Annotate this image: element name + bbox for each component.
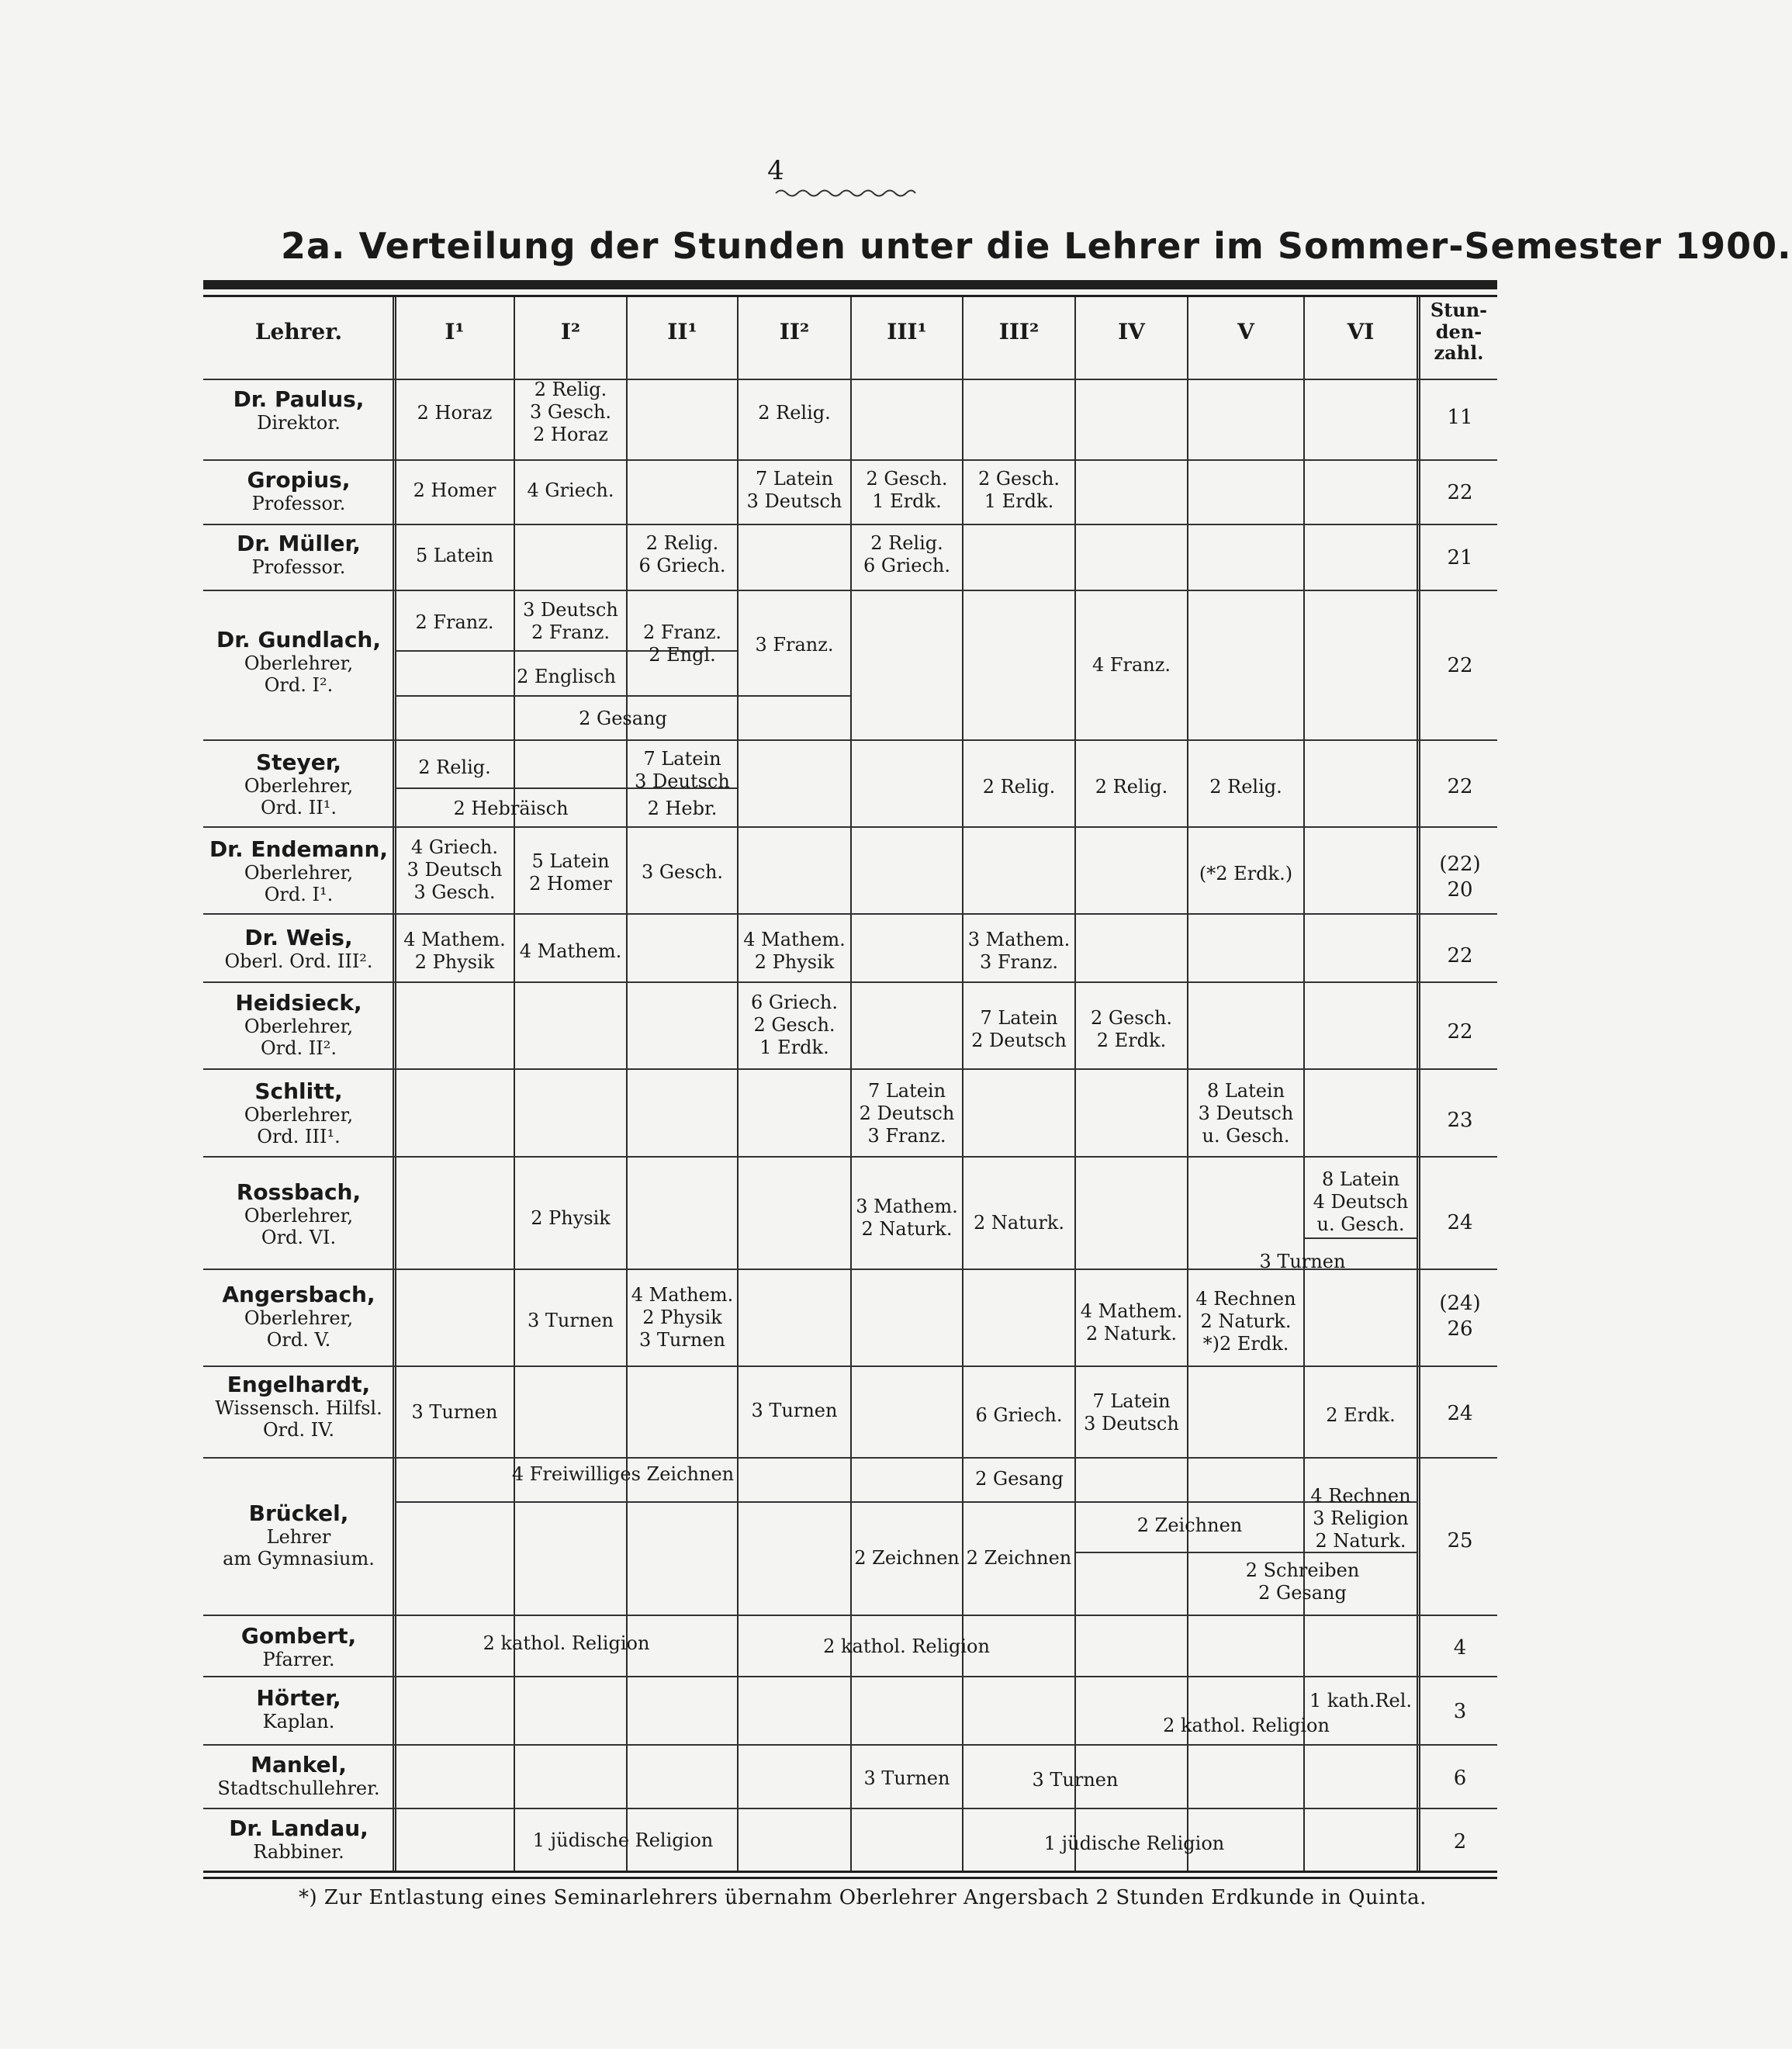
- teacher-role: Professor.: [251, 556, 346, 579]
- teacher-name: Rossbach,: [236, 1179, 362, 1205]
- lesson-cell: 2 Relig.: [1095, 776, 1168, 798]
- col-header-lehrer: Lehrer.: [254, 319, 343, 344]
- lesson-cell: 3 Turnen: [1032, 1769, 1119, 1791]
- lesson-cell: 2 Zeichnen: [1136, 1514, 1243, 1536]
- teacher-name: Steyer,: [255, 749, 342, 775]
- col-divider: [1074, 297, 1076, 1871]
- row-divider: [203, 739, 1497, 741]
- total-hours: 6: [1453, 1767, 1467, 1790]
- teacher-paulus: [203, 386, 394, 434]
- col-header-ii2: II²: [779, 319, 810, 344]
- col-header-iii2: III²: [998, 319, 1040, 344]
- total-hours: 4: [1453, 1636, 1467, 1660]
- teacher-role: Lehrer am Gymnasium.: [223, 1526, 375, 1570]
- col-header-iii1: III¹: [887, 319, 927, 344]
- header-rule: [203, 280, 1497, 289]
- teacher-role: Oberlehrer, Ord. I¹.: [244, 862, 354, 906]
- total-hours: 11: [1447, 406, 1473, 429]
- teacher-role: Professor.: [251, 493, 346, 515]
- lesson-cell: 2 kathol. Religion: [483, 1632, 650, 1654]
- lesson-cell: 4 Franz.: [1091, 654, 1171, 676]
- lesson-cell: 7 Latein 3 Deutsch: [1084, 1390, 1179, 1435]
- teacher-role: Oberlehrer, Ord. III¹.: [244, 1104, 354, 1148]
- total-hours: 23: [1447, 1109, 1473, 1132]
- lesson-cell: 2 Franz. 2 Engl.: [642, 621, 722, 666]
- teacher-role: Oberlehrer, Ord. VI.: [244, 1205, 354, 1249]
- lesson-cell: 3 Turnen: [1259, 1251, 1346, 1272]
- lesson-cell: 2 Gesch. 1 Erdk.: [866, 468, 948, 512]
- lesson-cell: 3 Turnen: [751, 1400, 838, 1421]
- col-header-ii1: II¹: [667, 319, 697, 344]
- teacher-name: Dr. Weis,: [244, 925, 353, 950]
- lesson-cell: 4 Griech.: [527, 479, 614, 501]
- lesson-cell: 8 Latein 4 Deutsch u. Gesch.: [1313, 1168, 1409, 1235]
- lesson-cell: 4 Mathem. 2 Physik 3 Turnen: [631, 1284, 734, 1351]
- lesson-cell: 4 Mathem. 2 Physik: [403, 929, 506, 973]
- col-header-vi: VI: [1347, 319, 1375, 344]
- teacher-role: Oberl. Ord. III².: [224, 950, 373, 973]
- lesson-cell: 3 Turnen: [411, 1401, 498, 1423]
- lesson-cell: 2 Gesang: [579, 708, 667, 729]
- teacher-mankel: [203, 1752, 394, 1799]
- lesson-cell: 5 Latein: [415, 545, 494, 566]
- teacher-name: Dr. Landau,: [229, 1815, 368, 1841]
- total-hours: 3: [1453, 1700, 1467, 1723]
- col-header-i2: I²: [560, 319, 581, 344]
- teacher-role: Kaplan.: [262, 1711, 335, 1733]
- teacher-landau: [203, 1815, 394, 1863]
- col-divider: [962, 297, 963, 1871]
- teacher-weis: [203, 925, 394, 972]
- lesson-cell: 4 Mathem. 2 Naturk.: [1080, 1300, 1183, 1345]
- page-title: 2a. Verteilung der Stunden unter die Lehrer im Sommer-Semester 1900.: [281, 225, 1792, 267]
- total-hours: (22) 20: [1439, 853, 1481, 902]
- lesson-cell: 2 Englisch: [517, 666, 616, 687]
- teacher-rossbach: [203, 1179, 394, 1249]
- lesson-cell: 2 Relig.: [758, 402, 831, 424]
- lesson-cell: 2 Relig.: [418, 756, 491, 778]
- lesson-cell: 2 Relig. 3 Gesch. 2 Horaz: [529, 379, 612, 445]
- row-divider: [203, 913, 1497, 915]
- teacher-role: Rabbiner.: [253, 1841, 344, 1864]
- lesson-cell: 4 Freiwilliges Zeichnen: [511, 1463, 735, 1485]
- total-hours: 24: [1447, 1402, 1473, 1425]
- teacher-name: Gropius,: [247, 467, 351, 493]
- lesson-cell: 2 Schreiben 2 Gesang: [1245, 1559, 1360, 1604]
- teacher-name: Engelhardt,: [227, 1372, 371, 1397]
- col-header-iv: IV: [1118, 319, 1145, 344]
- lesson-cell: 2 Relig. 6 Griech.: [638, 532, 726, 576]
- teacher-hoerter: [203, 1685, 394, 1732]
- teacher-name: Angersbach,: [222, 1282, 375, 1307]
- lesson-cell: 3 Gesch.: [641, 861, 724, 883]
- row-divider: [203, 1156, 1497, 1158]
- lesson-cell: 3 Turnen: [528, 1310, 614, 1331]
- lesson-cell: 2 Relig.: [1209, 776, 1282, 798]
- row-divider: [203, 1365, 1497, 1367]
- total-hours: 25: [1447, 1529, 1473, 1552]
- lesson-cell: 8 Latein 3 Deutsch u. Gesch.: [1198, 1080, 1294, 1147]
- row-divider: [203, 981, 1497, 983]
- footnote: *) Zur Entlastung eines Seminarlehrers übernahm Oberlehrer Angersbach 2 Stunden Erdkunde in Quinta.: [299, 1886, 1427, 1909]
- lesson-cell: 4 Rechnen 2 Naturk. *)2 Erdk.: [1195, 1288, 1296, 1355]
- lesson-cell: 3 Mathem. 3 Franz.: [967, 929, 1071, 973]
- subrow-divider: [396, 695, 850, 697]
- teacher-name: Mankel,: [251, 1752, 347, 1777]
- teacher-name: Heidsieck,: [235, 990, 362, 1016]
- row-divider: [203, 1744, 1497, 1746]
- lesson-cell: 2 Gesang: [975, 1468, 1064, 1490]
- teacher-name: Dr. Endemann,: [209, 836, 389, 862]
- teacher-gombert: [203, 1623, 394, 1670]
- total-hours: 2: [1453, 1830, 1467, 1853]
- teacher-role: Pfarrer.: [262, 1649, 335, 1671]
- wavy-ornament: [776, 188, 915, 199]
- lesson-cell: 2 Homer: [413, 479, 496, 501]
- row-divider: [203, 1615, 1497, 1616]
- lesson-cell: 7 Latein 2 Deutsch: [971, 1007, 1067, 1051]
- lesson-cell: 2 kathol. Religion: [1163, 1715, 1330, 1736]
- teacher-brueckel: [203, 1500, 394, 1570]
- row-divider: [203, 379, 1497, 380]
- row-divider: [203, 1676, 1497, 1677]
- lesson-cell: (*2 Erdk.): [1199, 863, 1293, 884]
- subrow-divider: [1305, 1237, 1417, 1239]
- teacher-engelhardt: [203, 1372, 394, 1442]
- teacher-role: Oberlehrer, Ord. V.: [244, 1307, 354, 1352]
- teacher-role: Oberlehrer, Ord. II².: [244, 1016, 354, 1060]
- teacher-mueller: [203, 531, 394, 578]
- lesson-cell: 2 kathol. Religion: [823, 1635, 990, 1657]
- total-hours: 21: [1447, 546, 1473, 569]
- lesson-cell: 4 Mathem. 2 Physik: [743, 929, 846, 973]
- teacher-role: Oberlehrer, Ord. I².: [244, 652, 354, 697]
- col-divider: [737, 297, 739, 1871]
- teacher-heidsieck: [203, 990, 394, 1060]
- total-hours: 22: [1447, 481, 1473, 504]
- col-header-i1: I¹: [445, 319, 465, 344]
- lesson-cell: 2 Zeichnen: [966, 1547, 1072, 1569]
- teacher-name: Brückel,: [248, 1500, 349, 1526]
- teacher-gundlach: [203, 627, 394, 697]
- row-divider: [203, 1068, 1497, 1070]
- lesson-cell: 4 Griech. 3 Deutsch 3 Gesch.: [406, 836, 503, 903]
- teacher-endemann: [203, 836, 394, 906]
- total-hours: 22: [1447, 654, 1473, 677]
- total-hours: (24) 26: [1439, 1292, 1481, 1341]
- teacher-name: Dr. Müller,: [237, 531, 361, 556]
- lesson-cell: 3 Deutsch 2 Franz.: [523, 599, 618, 643]
- lesson-cell: 2 Hebr.: [647, 798, 718, 819]
- teacher-role: Wissensch. Hilfsl. Ord. IV.: [215, 1397, 382, 1442]
- teacher-role: Direktor.: [257, 412, 341, 434]
- lesson-cell: 1 jüdische Religion: [532, 1829, 714, 1851]
- teacher-name: Hörter,: [256, 1685, 341, 1711]
- lesson-cell: 3 Franz.: [755, 634, 834, 656]
- lesson-cell: 2 Physik: [531, 1207, 611, 1229]
- lesson-cell: 2 Franz.: [415, 611, 494, 633]
- lesson-cell: 2 Relig.: [982, 776, 1056, 798]
- teacher-gropius: [203, 467, 394, 514]
- teacher-name: Dr. Gundlach,: [216, 627, 381, 652]
- col-header-v: V: [1237, 319, 1254, 344]
- col-divider: [1303, 297, 1305, 1871]
- row-divider: [203, 590, 1497, 591]
- lesson-cell: 7 Latein 2 Deutsch 3 Franz.: [859, 1080, 955, 1147]
- row-divider: [203, 1808, 1497, 1809]
- lesson-cell: 3 Turnen: [863, 1767, 950, 1789]
- footer-rule: [203, 1877, 1497, 1879]
- lesson-cell: 7 Latein 3 Deutsch: [746, 468, 842, 512]
- total-hours: 22: [1447, 1020, 1473, 1044]
- lesson-cell: 4 Mathem.: [519, 940, 622, 962]
- lesson-cell: 5 Latein 2 Homer: [529, 850, 612, 895]
- row-divider: [203, 459, 1497, 461]
- lesson-cell: 4 Rechnen 3 Religion 2 Naturk.: [1310, 1485, 1411, 1552]
- lesson-cell: 7 Latein 3 Deutsch: [635, 748, 730, 792]
- lesson-cell: 3 Mathem. 2 Naturk.: [856, 1196, 958, 1240]
- row-divider: [203, 1457, 1497, 1459]
- row-divider: [203, 524, 1497, 525]
- lesson-cell: 2 Zeichnen: [854, 1547, 960, 1569]
- lesson-cell: 6 Griech.: [975, 1404, 1063, 1426]
- total-hours: 24: [1447, 1211, 1473, 1234]
- footer-rule: [203, 1871, 1497, 1873]
- teacher-steyer: [203, 749, 394, 819]
- teacher-schlitt: [203, 1078, 394, 1148]
- teacher-role: Stadtschullehrer.: [217, 1777, 380, 1800]
- lesson-cell: 2 Relig. 6 Griech.: [863, 532, 950, 576]
- total-hours: 22: [1447, 775, 1473, 798]
- lesson-cell: 1 jüdische Religion: [1043, 1833, 1225, 1854]
- teacher-angersbach: [203, 1282, 394, 1352]
- lesson-cell: 2 Gesch. 2 Erdk.: [1090, 1007, 1173, 1051]
- teacher-name: Schlitt,: [254, 1078, 343, 1104]
- lesson-cell: 2 Erdk.: [1326, 1404, 1396, 1426]
- lesson-cell: 1 kath.Rel.: [1309, 1690, 1413, 1712]
- subrow-divider: [396, 1501, 1417, 1503]
- lesson-cell: 2 Hebräisch: [453, 798, 569, 819]
- col-divider: [1417, 297, 1420, 1871]
- lesson-cell: 6 Griech. 2 Gesch. 1 Erdk.: [751, 992, 838, 1058]
- page-number: 4: [767, 155, 784, 186]
- lesson-cell: 2 Naturk.: [974, 1212, 1064, 1234]
- row-divider: [203, 826, 1497, 828]
- teacher-name: Dr. Paulus,: [233, 386, 365, 412]
- lesson-cell: 2 Horaz: [417, 402, 493, 424]
- lesson-cell: 2 Gesch. 1 Erdk.: [977, 468, 1060, 512]
- col-header-stundenzahl: Stun- den- zahl.: [1430, 299, 1488, 365]
- total-hours: 22: [1447, 944, 1473, 967]
- teacher-role: Oberlehrer, Ord. II¹.: [244, 775, 354, 819]
- teacher-name: Gombert,: [240, 1623, 357, 1649]
